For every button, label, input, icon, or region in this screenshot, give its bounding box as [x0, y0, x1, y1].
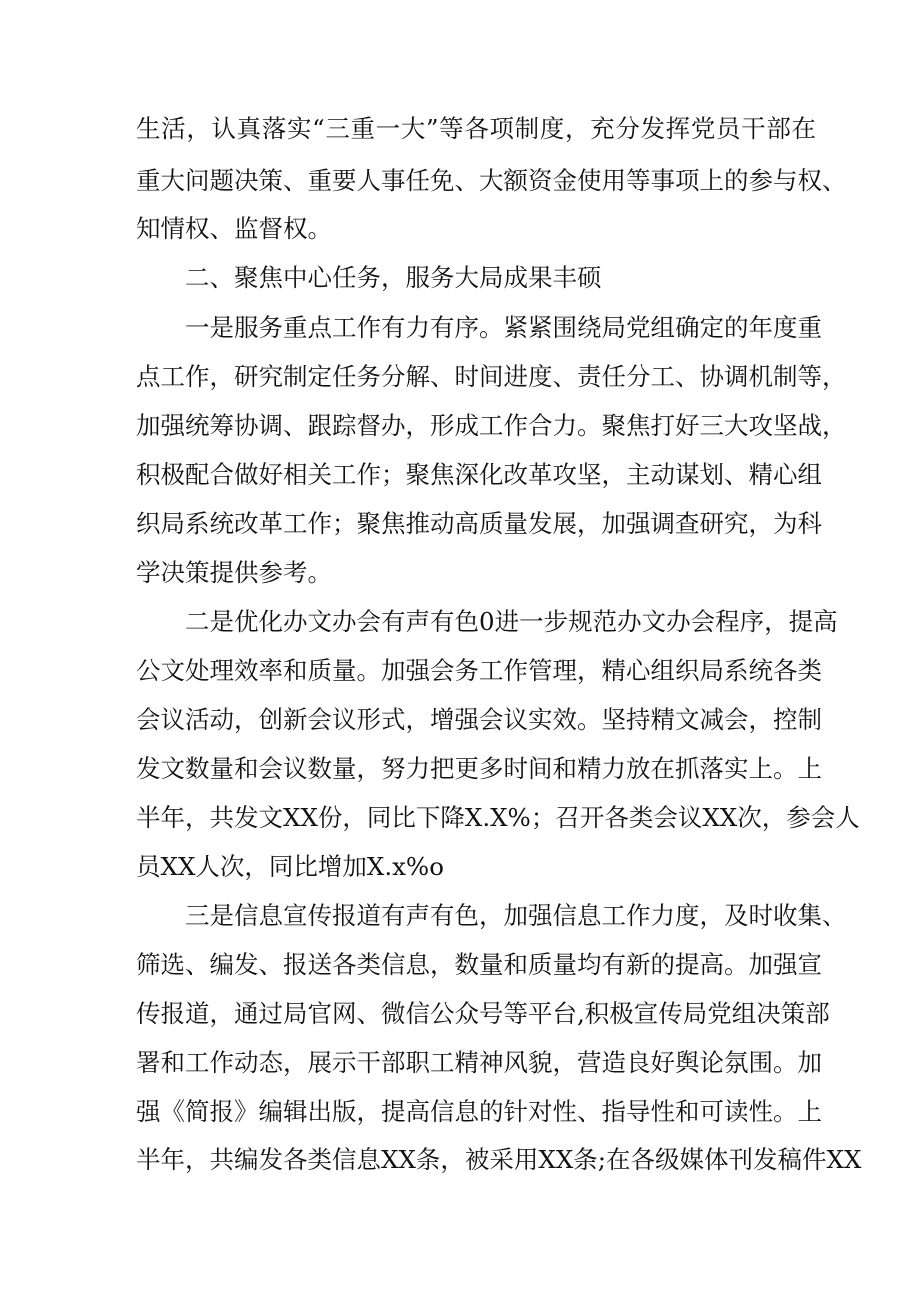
paragraph-line: 员XX人次，同比增加X.x%o: [136, 852, 444, 881]
paragraph-line: 三是信息宣传报道有声有色，加强信息工作力度，及时收集、: [185, 901, 847, 930]
paragraph-line: 知情权、监督权。: [136, 214, 332, 243]
paragraph-line: 半年，共发文XX份，同比下降X.X%；召开各类会议XX次，参会人: [136, 803, 860, 832]
paragraph-line: 织局系统改革工作；聚焦推动高质量发展，加强调查研究，为科: [136, 509, 822, 538]
paragraph-line: 二是优化办文办会有声有色0进一步规范办文办会程序，提高: [185, 607, 838, 636]
section-heading: 二、聚焦中心任务，服务大局成果丰硕: [185, 263, 602, 292]
paragraph-line: 会议活动，创新会议形式，增强会议实效。坚持精文减会，控制: [136, 705, 822, 734]
paragraph-line: 学决策提供参考。: [136, 558, 332, 587]
paragraph-line: 强《简报》编辑出版，提高信息的针对性、指导性和可读性。上: [136, 1097, 822, 1126]
paragraph-line: 点工作，研究制定任务分解、时间进度、责任分工、协调机制等，: [136, 362, 847, 391]
paragraph-line: 一是服务重点工作有力有序。紧紧围绕局党组确定的年度重: [185, 313, 822, 342]
paragraph-line: 积极配合做好相关工作；聚焦深化改革攻坚，主动谋划、精心组: [136, 460, 822, 489]
paragraph-line: 重大问题决策、重要人事任免、大额资金使用等事项上的参与权、: [136, 166, 847, 195]
paragraph-line: 筛选、编发、报送各类信息，数量和质量均有新的提高。加强宣: [136, 950, 822, 979]
paragraph-line: 传报道，通过局官网、微信公众号等平台,积极宣传局党组决策部: [136, 999, 830, 1028]
paragraph-line: 半年，共编发各类信息XX条，被采用XX条;在各级媒体刊发稿件XX: [136, 1145, 862, 1174]
paragraph-line: 生活，认真落实“三重一大”等各项制度，充分发挥党员干部在: [136, 114, 816, 143]
paragraph-line: 公文处理效率和质量。加强会务工作管理，精心组织局系统各类: [136, 656, 822, 685]
paragraph-line: 署和工作动态，展示干部职工精神风貌，营造良好舆论氛围。加: [136, 1048, 822, 1077]
paragraph-line: 加强统筹协调、跟踪督办，形成工作合力。聚焦打好三大攻坚战，: [136, 411, 847, 440]
paragraph-line: 发文数量和会议数量，努力把更多时间和精力放在抓落实上。上: [136, 754, 822, 783]
